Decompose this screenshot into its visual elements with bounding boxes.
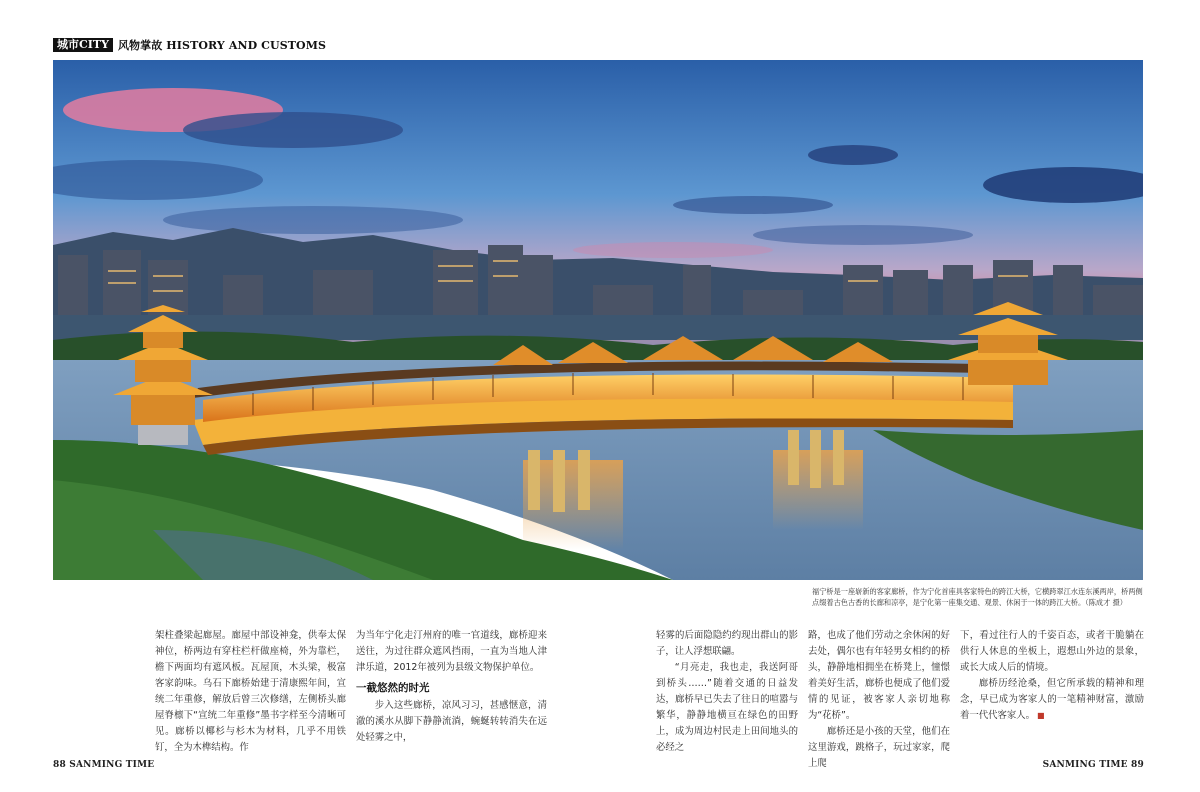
paragraph: “月亮走，我也走，我送阿哥到桥头……”随着交通的日益发达，廊桥早已失去了往日的喧嚣与繁华，静静地横亘在绿色的田野上，成为周边村民走上田间地头的必经之	[656, 662, 798, 753]
photo-caption: 福宁桥是一座崭新的客家廊桥，作为宁化首座具客家特色的跨江大桥，它横跨翠江水连东溪两岸，桥两侧点缀着古色古香的长廊和凉亭，是宁化第一座集交通、观景、休闲于一体的跨江大桥。（陈成才 摄）	[812, 587, 1143, 607]
paragraph: 为当年宁化走汀州府的唯一官道线，廊桥迎来送往，为过往群众遮风挡雨，一直为当地人津津乐道，2012年被列为县级文物保护单位。	[356, 630, 547, 673]
paragraph-text: 廊桥历经沧桑，但它所承载的精神和理念，早已成为客家人的一笔精神财富，激励着一代代客家人。	[960, 678, 1144, 721]
section-badge: 城市CITY	[53, 38, 113, 52]
text-column-4	[808, 628, 950, 772]
paragraph	[960, 676, 1144, 724]
bridge-photo	[53, 60, 1143, 580]
page-number-left: 88 SANMING TIME	[53, 760, 155, 770]
paragraph: 廊桥还是小孩的天堂，他们在这里游戏，跳格子，玩过家家，爬上爬	[808, 726, 950, 769]
paragraph: 路，也成了他们劳动之余休闲的好去处，偶尔也有年轻男女相约的桥头，静静地相拥坐在桥凳上，憧憬着美好生活，廊桥也便成了他们爱情的见证，被客家人亲切地称为“花桥”。	[808, 630, 950, 721]
text-column-3	[656, 628, 798, 756]
paragraph: 步入这些廊桥，凉风习习，甚感惬意，清澈的溪水从脚下静静流淌，蜿蜒转转消失在远处轻雾之中，	[356, 700, 547, 743]
text-column-1	[155, 628, 346, 756]
paragraph: 轻雾的后面隐隐约约现出群山的影子，让人浮想联翩。	[656, 630, 798, 657]
section-heading: 一截悠然的时光	[356, 682, 430, 694]
page-header	[53, 37, 326, 53]
section-title: 风物掌故 HISTORY AND CUSTOMS	[117, 39, 327, 52]
text-column-2	[356, 628, 547, 746]
paragraph: 架柱叠梁起廊屋。廊屋中部设神龛，供奉太保神位，桥两边有穿柱栏杆做座椅，外为靠栏，檐下两面均有遮风板。瓦屋顶，木头梁，极富客家韵味。乌石下廊桥始建于清康熙年间，宣统二年重修，解放后曾三次修缮，左侧桥头廊屋脊檩下“宣统二年重修”墨书字样至今清晰可见。廊桥以椰杉与杉木为材料，几乎不用铁钉，全为木榫结构。作	[155, 630, 346, 753]
end-mark-icon: ■	[1037, 711, 1045, 720]
page-number-right: SANMING TIME 89	[1042, 760, 1144, 770]
paragraph: 下，看过往行人的千姿百态，或者干脆躺在供行人休息的坐板上，遐想山外边的景象，或长大成人后的情境。	[960, 630, 1144, 673]
text-column-5	[960, 628, 1144, 724]
